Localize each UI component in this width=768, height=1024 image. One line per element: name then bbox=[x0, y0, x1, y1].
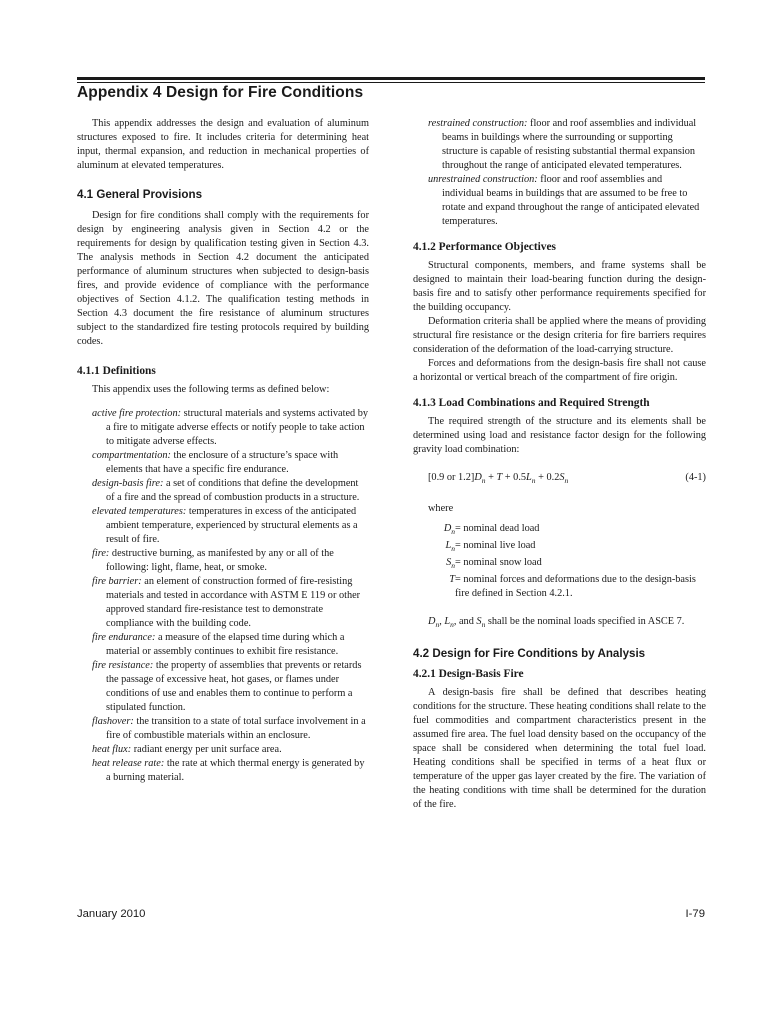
equation-number: (4-1) bbox=[685, 472, 706, 483]
symbol-row: T = nominal forces and deformations due to the design-basis fire defined in Section 4.2.1. bbox=[449, 574, 696, 600]
definition-item: fire: destructive burning, as manifested by any or all of the following: light, flame, heat, or smoke. bbox=[92, 548, 334, 573]
definition-item: design-basis fire: a set of conditions that define the development of a fire and the spread of combustion products in a structure. bbox=[92, 478, 360, 503]
definition-item: restrained construction: floor and roof assemblies and individual beams in buildings where the surrounding or supporting structure is capable of resisting substantial thermal expansion throughout the range of anticipated elevated temperatures. bbox=[428, 118, 697, 171]
section-4-2-1-body: A design-basis fire shall be defined that describes heating conditions for the structure. These heating conditions shall relate to the fuel commodities and compartment characteristics present in the assumed fire area. The fuel load density based on the occupancy of the space shall be considered when determining the total fuel load. Heating conditions shall be specified in terms of a heat flux or temperature of the upper gas layer created by the fire. The variation of the heating conditions with time shall be determined for the duration of the fire. bbox=[413, 687, 706, 811]
where-label: where bbox=[428, 503, 454, 515]
definition-item: flashover: the transition to a state of total surface involvement in a fire of combustible materials within an enclosure. bbox=[92, 716, 366, 741]
section-4-1-3-heading: 4.1.3 Load Combinations and Required Strength bbox=[413, 397, 650, 409]
equation-body: [0.9 or $1.2]D_n + T + 0.5L_n + 0.2S_n$ bbox=[428, 472, 569, 486]
section-4-2-heading: 4.2 Design for Fire Conditions by Analysis bbox=[413, 647, 646, 661]
section-4-1-3-body: The required strength of the structure and its elements shall be determined using load and resistance factor design for the following gravity load combination: bbox=[413, 416, 706, 455]
section-4-1-body: Design for fire conditions shall comply with the requirements for design by engineering analysis given in Section 4.2 or the requirements for design by qualification testing given in Section 4.3. The analysis methods in Section 4.2 document the anticipated performance of aluminum structures when subjected to design-basis fires, and provide evidence of compliance with the performance objectives of Section 4.1.2. The qualification testing methods in Section 4.3 document the fire resistance of aluminum structures subject to the standardized fire testing protocols required by building codes. bbox=[77, 210, 369, 347]
definitions-intro: This appendix uses the following terms as defined below: bbox=[92, 384, 330, 395]
definitions-list-continued bbox=[413, 117, 706, 229]
definitions-list bbox=[77, 407, 369, 785]
section-4-1-heading: 4.1 General Provisions bbox=[77, 188, 203, 201]
symbol-list bbox=[413, 522, 706, 601]
page-title: Appendix 4 Design for Fire Conditions bbox=[77, 84, 364, 101]
section-4-1-2-paragraph: Forces and deformations from the design-basis fire shall not cause a horizontal or vertical breach of the compartment of fire origin. bbox=[413, 358, 706, 383]
intro-paragraph: This appendix addresses the design and evaluation of aluminum structures exposed to fire. It includes criteria for determining heat input, thermal expansion, and reduction in mechanical properties of aluminum at elevated temperatures. bbox=[77, 118, 369, 171]
section-4-1-1-heading: 4.1.1 Definitions bbox=[77, 365, 156, 377]
left-column bbox=[77, 117, 369, 785]
section-4-1-2-paragraph: Deformation criteria shall be applied where the means of providing structural fire resistance or the design criteria for fire barriers requires consideration of the deformation of the load-carrying structure. bbox=[413, 316, 706, 355]
right-column bbox=[413, 117, 706, 812]
section-4-1-2-paragraph: Structural components, members, and frame systems shall be designed to maintain their load-bearing function during the design-basis fire and to satisfy other performance requirements specified for the building occupancy. bbox=[413, 260, 706, 313]
definition-item: fire endurance: a measure of the elapsed time during which a material or assembly continues to exhibit fire resistance. bbox=[92, 632, 345, 657]
definition-item: fire resistance: the property of assemblies that prevents or retards the passage of excessive heat, hot gases, or flames under conditions of use and enables them to continue to perform a stipulated function. bbox=[92, 660, 362, 713]
definition-item: compartmentation: the enclosure of a structure’s space with elements that have a specific fire endurance. bbox=[92, 450, 339, 475]
header-rule-thick bbox=[77, 77, 705, 80]
load-combination-equation bbox=[413, 471, 706, 488]
footer-page-number: I-79 bbox=[685, 908, 705, 920]
header-rule-thin bbox=[77, 82, 705, 83]
definition-item: active fire protection: structural materials and systems activated by a fire to mitigate adverse effects or notify people to take action to mitigate adverse effects. bbox=[92, 408, 369, 447]
definition-item: fire barrier: an element of construction formed of fire-resisting materials and tested in accordance with ASTM E 119 or other approved standard fire-resistance test to demonstrate compliance with the building code. bbox=[92, 576, 361, 629]
symbol-row: $S_n$ = nominal snow load bbox=[446, 557, 542, 571]
section-4-2-1-heading: 4.2.1 Design-Basis Fire bbox=[413, 668, 524, 681]
definition-item: elevated temperatures: temperatures in excess of the anticipated ambient temperature, experienced by structural elements as a result of fire. bbox=[92, 506, 358, 545]
symbol-row: $D_n$ = nominal dead load bbox=[443, 523, 540, 537]
nominal-loads-note: $D_n$, $L_n$, and $S_n$ shall be the nominal loads specified in ASCE 7. bbox=[428, 616, 685, 630]
definition-item: heat flux: radiant energy per unit surface area. bbox=[92, 744, 282, 755]
footer-date: January 2010 bbox=[77, 908, 146, 920]
definition-item: heat release rate: the rate at which thermal energy is generated by a burning material. bbox=[92, 758, 365, 783]
definition-item: unrestrained construction: floor and roof assemblies and individual beams in buildings that are assumed to be free to rotate and expand throughout the range of anticipated elevated temperatures. bbox=[428, 174, 700, 227]
symbol-row: $L_n$ = nominal live load bbox=[445, 540, 536, 554]
section-4-1-2-heading: 4.1.2 Performance Objectives bbox=[413, 241, 556, 253]
